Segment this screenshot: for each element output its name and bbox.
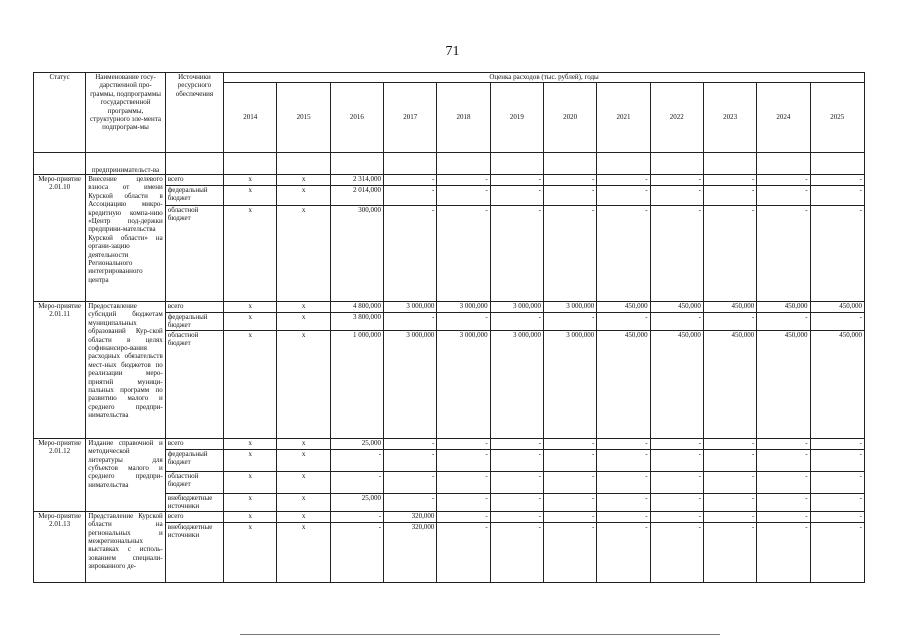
year-header: 2020 [543, 83, 596, 153]
value-cell: х [224, 511, 277, 522]
value-cell: - [703, 206, 756, 302]
value-cell: 450,000 [810, 330, 864, 438]
value-cell: - [330, 522, 383, 582]
value-cell: - [490, 175, 543, 186]
funding-source: областной бюджет [165, 206, 223, 302]
value-cell: 450,000 [757, 330, 810, 438]
value-cell: - [810, 206, 864, 302]
table-row [34, 438, 865, 449]
measure-name: Представление Курской области на региональных и межрегиональных выставках с исполь-зованием специали-зированного де- [86, 511, 165, 582]
year-header: 2023 [703, 83, 756, 153]
year-header: 2015 [277, 83, 330, 153]
page-number: 71 [445, 44, 460, 59]
value-cell: - [490, 313, 543, 331]
measure-status: Меро-приятие 2.01.13 [34, 511, 86, 582]
value-cell: х [224, 438, 277, 449]
value-cell: - [384, 449, 437, 471]
value-cell: х [277, 522, 330, 582]
budget-table [33, 72, 865, 583]
value-cell: - [757, 438, 810, 449]
value-cell: - [490, 438, 543, 449]
value-cell: х [277, 313, 330, 331]
value-cell: - [703, 522, 756, 582]
value-cell: - [757, 449, 810, 471]
table-row [34, 511, 865, 522]
value-cell: - [384, 313, 437, 331]
value-cell: - [757, 175, 810, 186]
value-cell: 2 014,000 [330, 186, 383, 206]
year-header: 2021 [597, 83, 650, 153]
value-cell: 2 314,000 [330, 175, 383, 186]
funding-source: всего [165, 302, 223, 313]
value-cell: - [757, 471, 810, 493]
funding-source: федеральный бюджет [165, 186, 223, 206]
value-cell: - [703, 471, 756, 493]
value-cell: - [597, 522, 650, 582]
value-cell: х [277, 302, 330, 313]
value-cell: - [810, 522, 864, 582]
funding-source: всего [165, 438, 223, 449]
value-cell: - [597, 186, 650, 206]
value-cell: - [597, 438, 650, 449]
value-cell: х [277, 511, 330, 522]
value-cell: х [224, 449, 277, 471]
value-cell: - [384, 471, 437, 493]
measure-name: Издание справочной и методической литературы для субъектов малого и среднего предпри-нимательства [86, 438, 165, 511]
value-cell: - [810, 313, 864, 331]
value-cell: - [437, 438, 490, 449]
value-cell: - [703, 449, 756, 471]
value-cell: - [543, 206, 596, 302]
table-row [34, 302, 865, 313]
funding-source: федеральный бюджет [165, 313, 223, 331]
value-cell: - [543, 471, 596, 493]
value-cell: - [490, 186, 543, 206]
funding-source: внебюджетные источники [165, 522, 223, 582]
value-cell: - [650, 511, 703, 522]
value-cell: 450,000 [810, 302, 864, 313]
value-cell: 3 000,000 [384, 302, 437, 313]
value-cell: - [810, 186, 864, 206]
header-row [34, 73, 865, 83]
value-cell: - [330, 511, 383, 522]
value-cell: 450,000 [703, 302, 756, 313]
value-cell: х [277, 449, 330, 471]
funding-source: внебюджетные источники [165, 493, 223, 511]
year-header: 2016 [330, 83, 383, 153]
value-cell: - [490, 493, 543, 511]
year-header: 2025 [810, 83, 864, 153]
value-cell: - [543, 511, 596, 522]
value-cell: - [543, 493, 596, 511]
value-cell: 320,000 [384, 511, 437, 522]
value-cell: - [757, 493, 810, 511]
value-cell: - [437, 186, 490, 206]
value-cell: - [543, 438, 596, 449]
value-cell: - [650, 522, 703, 582]
value-cell: х [277, 493, 330, 511]
value-cell: 450,000 [650, 302, 703, 313]
year-header: 2018 [437, 83, 490, 153]
value-cell: х [224, 313, 277, 331]
value-cell: - [490, 511, 543, 522]
value-cell: - [437, 493, 490, 511]
measure-status: Меро-приятие 2.01.10 [34, 175, 86, 302]
value-cell: - [810, 493, 864, 511]
value-cell: х [224, 302, 277, 313]
value-cell: - [757, 186, 810, 206]
value-cell: - [703, 493, 756, 511]
measure-name: Предоставление субсидий бюджетам муниципальных образований Кур-ской области в целях софинансиро-вания расходных обязательств мест-ных бюджетов по реализации меро-приятий муници-пальных программ по развитию малого и среднего предпри-нимательства [86, 302, 165, 439]
value-cell: х [277, 330, 330, 438]
value-cell: - [384, 186, 437, 206]
value-cell: - [597, 313, 650, 331]
value-cell: - [597, 493, 650, 511]
value-cell: - [490, 471, 543, 493]
value-cell: - [703, 511, 756, 522]
value-cell: 450,000 [597, 302, 650, 313]
value-cell: - [437, 511, 490, 522]
header-name: Наименование госу-дарственной про-граммы, подпрограммы государственной программы, структурного эле-мента подпрограм-мы [86, 73, 165, 153]
value-cell: - [543, 522, 596, 582]
table-row [34, 175, 865, 186]
funding-source: всего [165, 175, 223, 186]
value-cell: х [224, 175, 277, 186]
value-cell: - [543, 449, 596, 471]
value-cell: - [650, 449, 703, 471]
value-cell: 3 000,000 [384, 330, 437, 438]
header-sources: Источники ресурсного обеспечения [165, 73, 223, 153]
value-cell: 3 000,000 [490, 302, 543, 313]
value-cell: 3 000,000 [543, 330, 596, 438]
value-cell: - [437, 175, 490, 186]
value-cell: х [224, 330, 277, 438]
funding-source: федеральный бюджет [165, 449, 223, 471]
value-cell: - [703, 175, 756, 186]
value-cell: 3 000,000 [543, 302, 596, 313]
value-cell: - [437, 471, 490, 493]
value-cell: - [650, 186, 703, 206]
value-cell: - [384, 175, 437, 186]
value-cell: - [650, 471, 703, 493]
continuation-row [34, 153, 865, 175]
value-cell: 3 000,000 [437, 302, 490, 313]
value-cell: - [437, 206, 490, 302]
year-header: 2014 [224, 83, 277, 153]
measure-status: Меро-приятие 2.01.12 [34, 438, 86, 511]
value-cell: х [224, 186, 277, 206]
funding-source: областной бюджет [165, 471, 223, 493]
value-cell: - [810, 511, 864, 522]
continuation-text: предпринимательст-ва [86, 153, 165, 175]
value-cell: х [277, 175, 330, 186]
value-cell: 25,000 [330, 493, 383, 511]
value-cell: 450,000 [703, 330, 756, 438]
value-cell: - [597, 449, 650, 471]
year-header: 2019 [490, 83, 543, 153]
value-cell: - [703, 313, 756, 331]
value-cell: х [224, 522, 277, 582]
value-cell: х [224, 206, 277, 302]
value-cell: 3 800,000 [330, 313, 383, 331]
value-cell: 450,000 [597, 330, 650, 438]
value-cell: - [490, 449, 543, 471]
value-cell: - [650, 175, 703, 186]
value-cell: - [810, 471, 864, 493]
value-cell: 25,000 [330, 438, 383, 449]
value-cell: - [384, 493, 437, 511]
value-cell: - [597, 175, 650, 186]
value-cell: 320,000 [384, 522, 437, 582]
funding-source: областной бюджет [165, 330, 223, 438]
value-cell: 4 800,000 [330, 302, 383, 313]
value-cell: - [597, 511, 650, 522]
value-cell: - [543, 313, 596, 331]
value-cell: - [437, 522, 490, 582]
value-cell: х [277, 186, 330, 206]
value-cell: - [490, 522, 543, 582]
value-cell: - [490, 206, 543, 302]
value-cell: 450,000 [757, 302, 810, 313]
value-cell: - [650, 206, 703, 302]
header-estimate: Оценка расходов (тыс. рублей), годы [224, 73, 865, 83]
page-bottom-rule [240, 634, 720, 635]
value-cell: - [437, 449, 490, 471]
header-status: Статус [34, 73, 86, 153]
value-cell: - [810, 449, 864, 471]
value-cell: - [597, 206, 650, 302]
funding-source: всего [165, 511, 223, 522]
year-header: 2022 [650, 83, 703, 153]
value-cell: - [757, 206, 810, 302]
measure-status: Меро-приятие 2.01.11 [34, 302, 86, 439]
value-cell: - [757, 511, 810, 522]
value-cell: х [277, 438, 330, 449]
value-cell: 3 000,000 [490, 330, 543, 438]
year-header: 2017 [384, 83, 437, 153]
value-cell: - [757, 522, 810, 582]
value-cell: - [757, 313, 810, 331]
value-cell: 300,000 [330, 206, 383, 302]
value-cell: - [703, 186, 756, 206]
value-cell: - [650, 313, 703, 331]
value-cell: - [650, 438, 703, 449]
value-cell: 1 000,000 [330, 330, 383, 438]
value-cell: х [277, 471, 330, 493]
value-cell: - [810, 438, 864, 449]
value-cell: х [277, 206, 330, 302]
value-cell: - [543, 175, 596, 186]
value-cell: - [437, 313, 490, 331]
value-cell: - [810, 175, 864, 186]
value-cell: х [224, 493, 277, 511]
value-cell: 450,000 [650, 330, 703, 438]
value-cell: х [224, 471, 277, 493]
value-cell: - [703, 438, 756, 449]
value-cell: - [597, 471, 650, 493]
value-cell: - [543, 186, 596, 206]
value-cell: - [330, 449, 383, 471]
value-cell: - [330, 471, 383, 493]
value-cell: 3 000,000 [437, 330, 490, 438]
measure-name: Внесение целевого взноса от имени Курской области в Ассоциацию микро-кредитную компа-нию «Центр под-держки предприни-мательства Курской области» на органи-зацию деятельности Регионального интегрированного центра [86, 175, 165, 302]
value-cell: - [650, 493, 703, 511]
value-cell: - [384, 438, 437, 449]
year-header: 2024 [757, 83, 810, 153]
value-cell: - [384, 206, 437, 302]
